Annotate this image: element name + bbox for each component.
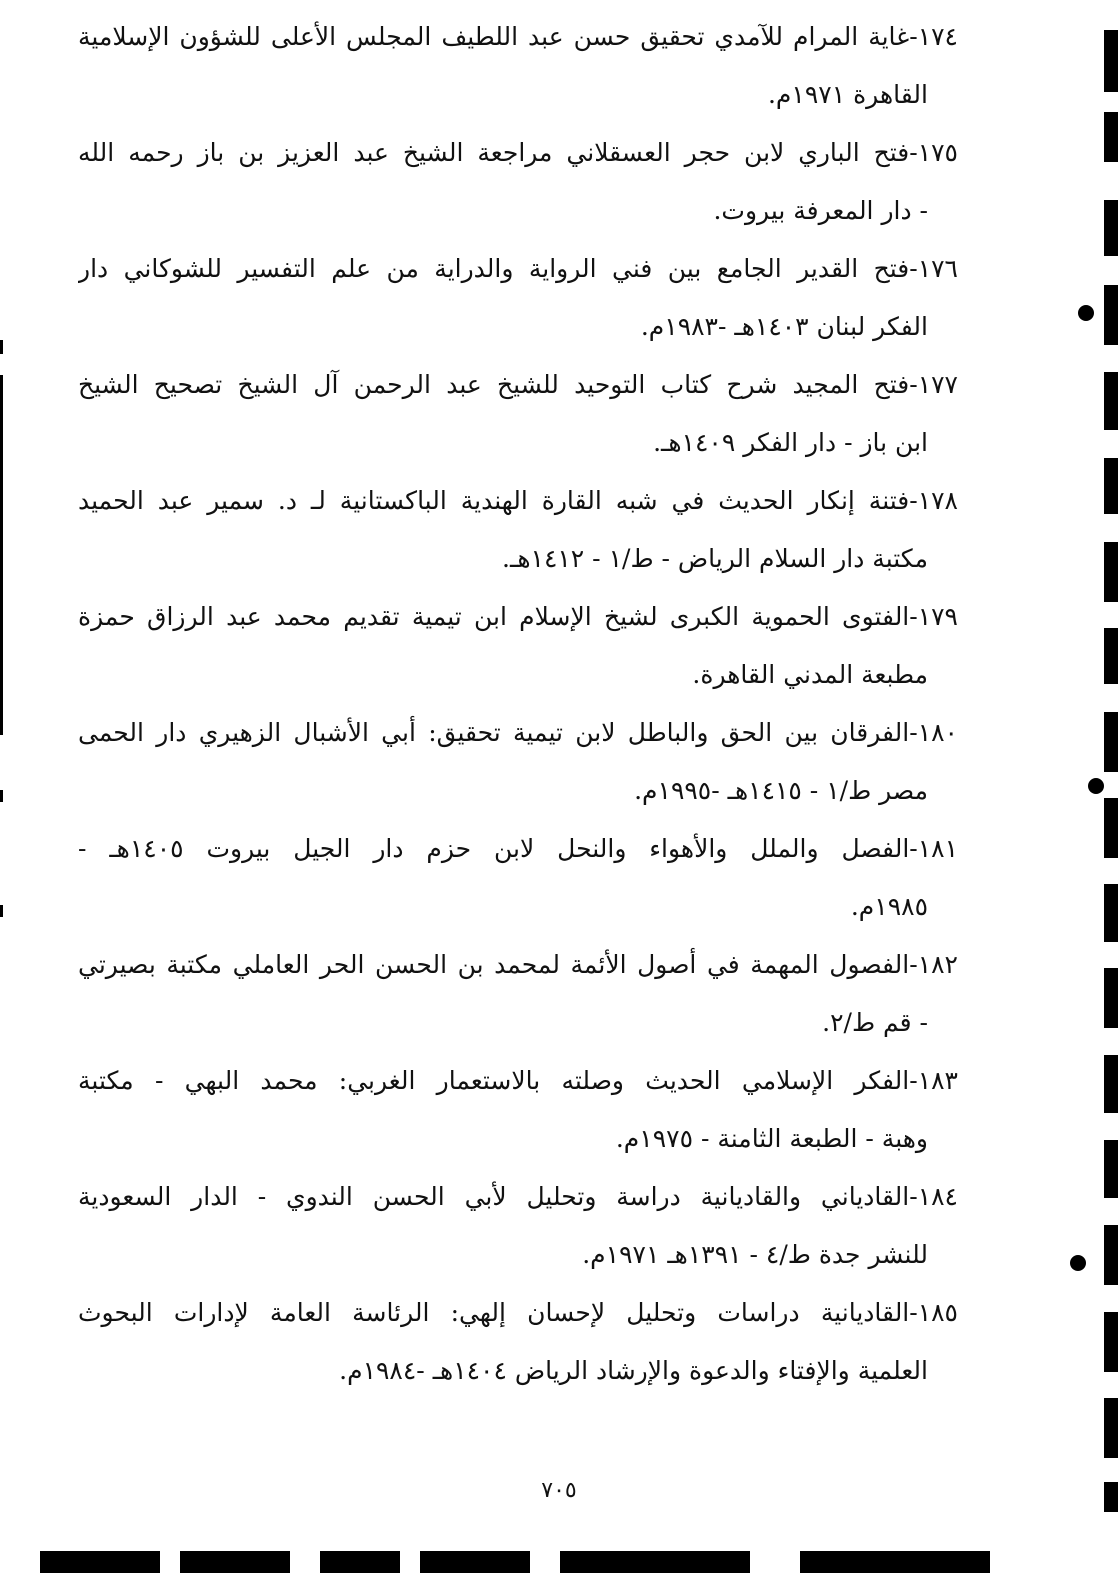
bibliography-entry-178 <box>78 472 958 588</box>
entry-first-line: ١٨٥-القاديانية دراسات وتحليل لإحسان إلهي: الرئاسة العامة لإدارات البحوث <box>78 1298 958 1327</box>
scan-edge-mark <box>1104 968 1118 1028</box>
bibliography-entry-176 <box>78 240 958 356</box>
scan-bottom-smudge <box>180 1551 290 1573</box>
entry-continuation-line: مكتبة دار السلام الرياض - ط/١ - ١٤١٢هـ. <box>502 544 928 573</box>
entry-continuation-line: - دار المعرفة بيروت. <box>713 196 928 225</box>
scan-edge-mark <box>1104 1225 1118 1285</box>
entry-first-line: ١٧٦-فتح القدير الجامع بين فني الرواية والدراية من علم التفسير للشوكاني دار <box>78 254 958 283</box>
scan-edge-mark <box>1104 1055 1118 1113</box>
entry-first-line: ١٨٢-الفصول المهمة في أصول الأئمة لمحمد بن الحسن الحر العاملي مكتبة بصيرتي <box>78 950 958 979</box>
punch-hole-dot <box>1070 1255 1086 1271</box>
scan-edge-mark <box>1104 712 1118 772</box>
punch-hole-dot <box>1088 778 1104 794</box>
scan-bottom-smudge <box>40 1551 160 1573</box>
scan-binding-line <box>0 340 3 354</box>
scan-edge-mark <box>1104 542 1118 602</box>
entry-first-line: ١٧٥-فتح الباري لابن حجر العسقلاني مراجعة الشيخ عبد العزيز بن باز رحمه الله <box>78 138 958 167</box>
bibliography-entry-183 <box>78 1052 958 1168</box>
entry-first-line: ١٧٨-فتنة إنكار الحديث في شبه القارة الهندية الباكستانية لـ د. سمير عبد الحميد <box>78 486 958 515</box>
scan-edge-mark <box>1104 30 1118 92</box>
punch-hole-dot <box>1078 305 1094 321</box>
scan-edge-mark <box>1104 372 1118 430</box>
entry-continuation-line: مطبعة المدني القاهرة. <box>692 660 928 689</box>
scan-edge-mark <box>1104 200 1118 256</box>
scan-edge-mark <box>1104 1140 1118 1198</box>
bibliography-entry-179 <box>78 588 958 704</box>
scan-binding-line <box>0 905 3 917</box>
scan-bottom-smudge <box>320 1551 400 1573</box>
scan-bottom-smudge <box>420 1551 530 1573</box>
entry-continuation-line: - قم ط/٢. <box>822 1008 928 1037</box>
scan-edge-mark <box>1104 112 1118 162</box>
scan-edge-mark <box>1104 1398 1118 1458</box>
scan-edge-mark <box>1104 1312 1118 1372</box>
bibliography-entry-185 <box>78 1284 958 1400</box>
entry-continuation-line: مصر ط/١ - ١٤١٥هـ -١٩٩٥م. <box>634 776 928 805</box>
scan-binding-line <box>0 375 3 735</box>
bibliography-entry-181 <box>78 820 958 936</box>
entry-first-line: ١٧٤-غاية المرام للآمدي تحقيق حسن عبد اللطيف المجلس الأعلى للشؤون الإسلامية <box>78 22 958 51</box>
entry-continuation-line: القاهرة ١٩٧١م. <box>767 80 928 109</box>
scan-edge-mark <box>1104 285 1118 345</box>
bibliography-entry-184 <box>78 1168 958 1284</box>
scan-edge-mark <box>1104 628 1118 684</box>
entry-continuation-line: وهبة - الطبعة الثامنة - ١٩٧٥م. <box>615 1124 928 1153</box>
entry-first-line: ١٨١-الفصل والملل والأهواء والنحل لابن حزم دار الجيل بيروت ١٤٠٥هـ - <box>78 834 958 863</box>
bibliography-entry-174 <box>78 8 958 124</box>
scan-bottom-smudge <box>560 1551 750 1573</box>
entry-first-line: ١٧٧-فتح المجيد شرح كتاب التوحيد للشيخ عبد الرحمن آل الشيخ تصحيح الشيخ <box>78 370 958 399</box>
bibliography-entry-180 <box>78 704 958 820</box>
bibliography-entry-175 <box>78 124 958 240</box>
bibliography-entry-177 <box>78 356 958 472</box>
entry-continuation-line: للنشر جدة ط/٤ - ١٣٩١هـ ١٩٧١م. <box>582 1240 928 1269</box>
scan-edge-mark <box>1104 884 1118 942</box>
scan-edge-mark <box>1104 798 1118 858</box>
entry-first-line: ١٨٠-الفرقان بين الحق والباطل لابن تيمية تحقيق: أبي الأشبال الزهيري دار الحمى <box>78 718 958 747</box>
entry-continuation-line: ١٩٨٥م. <box>850 892 928 921</box>
scan-bottom-smudge <box>800 1551 990 1573</box>
entry-continuation-line: ابن باز - دار الفكر ١٤٠٩هـ. <box>653 428 928 457</box>
bibliography-list <box>78 8 958 1400</box>
entry-continuation-line: الفكر لبنان ١٤٠٣هـ -١٩٨٣م. <box>640 312 928 341</box>
scan-edge-mark <box>1104 458 1118 514</box>
bibliography-entry-182 <box>78 936 958 1052</box>
entry-first-line: ١٨٤-القادياني والقاديانية دراسة وتحليل لأبي الحسن الندوي - الدار السعودية <box>78 1182 958 1211</box>
entry-first-line: ١٧٩-الفتوى الحموية الكبرى لشيخ الإسلام ابن تيمية تقديم محمد عبد الرزاق حمزة <box>78 602 958 631</box>
page-number: ٧٠٥ <box>541 1478 577 1503</box>
scan-edge-mark <box>1104 1482 1118 1512</box>
entry-first-line: ١٨٣-الفكر الإسلامي الحديث وصلته بالاستعمار الغربي: محمد البهي - مكتبة <box>78 1066 958 1095</box>
scan-binding-line <box>0 790 3 802</box>
entry-continuation-line: العلمية والإفتاء والدعوة والإرشاد الرياض ١٤٠٤هـ -١٩٨٤م. <box>339 1356 928 1385</box>
